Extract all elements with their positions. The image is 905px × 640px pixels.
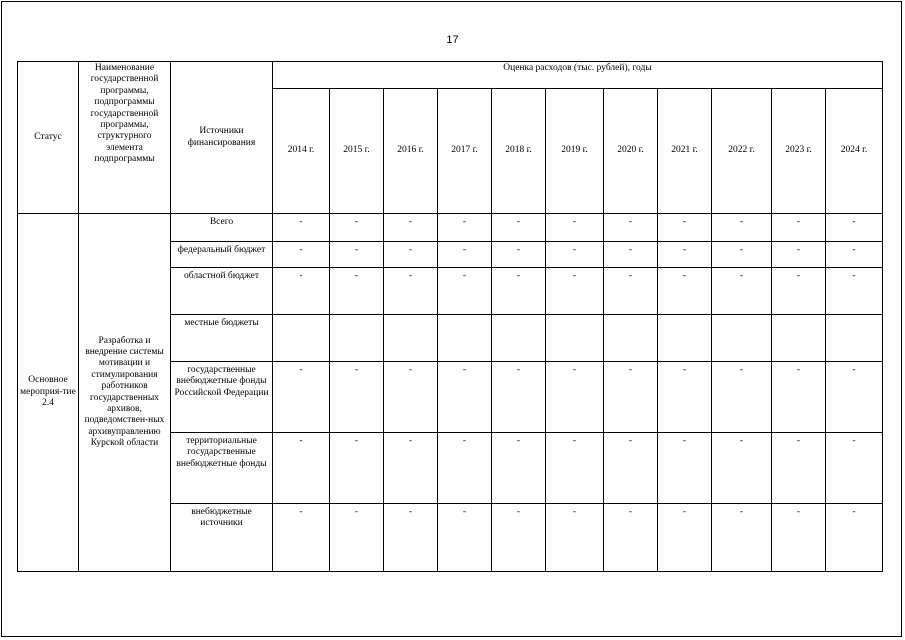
header-name: Наименование государственной программы, подпрограммы государственной программы, структурного элемента подпрограммы (79, 62, 171, 214)
value-cell: - (826, 504, 883, 572)
header-status: Статус (18, 62, 79, 214)
value-cell (330, 315, 384, 362)
year-header: 2022 г. (712, 89, 772, 214)
value-cell: - (712, 433, 772, 504)
value-cell: - (273, 214, 330, 242)
value-cell: - (384, 433, 438, 504)
year-header: 2015 г. (330, 89, 384, 214)
value-cell: - (604, 268, 658, 315)
value-cell: - (546, 214, 604, 242)
value-cell: - (330, 504, 384, 572)
value-cell (273, 315, 330, 362)
value-cell: - (772, 362, 826, 433)
value-cell: - (384, 504, 438, 572)
year-header: 2024 г. (826, 89, 883, 214)
value-cell: - (438, 504, 492, 572)
value-cell: - (438, 362, 492, 433)
source-label: местные бюджеты (171, 315, 273, 362)
value-cell: - (492, 433, 546, 504)
value-cell: - (658, 433, 712, 504)
page-number: 17 (446, 34, 459, 46)
value-cell (826, 315, 883, 362)
value-cell: - (492, 268, 546, 315)
value-cell: - (384, 362, 438, 433)
value-cell (384, 315, 438, 362)
value-cell: - (384, 268, 438, 315)
year-header: 2014 г. (273, 89, 330, 214)
value-cell: - (604, 214, 658, 242)
header-sources: Источники финансирования (171, 62, 273, 214)
source-label: внебюджетные источники (171, 504, 273, 572)
source-label: государственные внебюджетные фонды Российской Федерации (171, 362, 273, 433)
value-cell: - (384, 242, 438, 268)
value-cell: - (712, 242, 772, 268)
value-cell: - (604, 362, 658, 433)
value-cell: - (330, 362, 384, 433)
value-cell: - (492, 214, 546, 242)
source-label: Всего (171, 214, 273, 242)
value-cell: - (546, 433, 604, 504)
value-cell (772, 315, 826, 362)
value-cell (604, 315, 658, 362)
value-cell: - (273, 362, 330, 433)
value-cell: - (826, 362, 883, 433)
value-cell: - (826, 214, 883, 242)
value-cell: - (273, 433, 330, 504)
value-cell: - (438, 242, 492, 268)
table-row (18, 214, 883, 242)
value-cell: - (546, 242, 604, 268)
row-status: Основное мероприя-тие 2.4 (18, 214, 79, 572)
value-cell: - (546, 362, 604, 433)
value-cell: - (273, 268, 330, 315)
value-cell: - (330, 268, 384, 315)
value-cell: - (492, 504, 546, 572)
value-cell: - (604, 504, 658, 572)
value-cell: - (658, 268, 712, 315)
year-header: 2019 г. (546, 89, 604, 214)
year-header: 2018 г. (492, 89, 546, 214)
value-cell: - (712, 268, 772, 315)
year-header: 2016 г. (384, 89, 438, 214)
value-cell: - (772, 242, 826, 268)
budget-table (17, 61, 883, 572)
value-cell: - (438, 214, 492, 242)
value-cell: - (712, 214, 772, 242)
value-cell: - (273, 242, 330, 268)
value-cell: - (826, 433, 883, 504)
value-cell: - (546, 504, 604, 572)
value-cell: - (772, 504, 826, 572)
value-cell (492, 315, 546, 362)
year-header: 2017 г. (438, 89, 492, 214)
value-cell: - (330, 433, 384, 504)
source-label: областной бюджет (171, 268, 273, 315)
value-cell: - (772, 268, 826, 315)
year-header: 2023 г. (772, 89, 826, 214)
header-row-top (18, 62, 883, 89)
value-cell: - (546, 268, 604, 315)
value-cell: - (384, 214, 438, 242)
value-cell: - (492, 362, 546, 433)
row-name: Разработка и внедрение системы мотивации и стимулирования работников государственных архивов, подведомствен-ных архивуправлению Курской области (79, 214, 171, 572)
value-cell: - (658, 504, 712, 572)
value-cell: - (438, 433, 492, 504)
value-cell: - (712, 362, 772, 433)
value-cell: - (712, 504, 772, 572)
source-label: территориальные государственные внебюджетные фонды (171, 433, 273, 504)
value-cell: - (273, 504, 330, 572)
value-cell: - (772, 214, 826, 242)
value-cell: - (826, 268, 883, 315)
value-cell: - (658, 362, 712, 433)
value-cell: - (492, 242, 546, 268)
value-cell: - (658, 242, 712, 268)
value-cell (438, 315, 492, 362)
value-cell: - (658, 214, 712, 242)
value-cell: - (330, 214, 384, 242)
source-label: федеральный бюджет (171, 242, 273, 268)
value-cell: - (438, 268, 492, 315)
value-cell: - (772, 433, 826, 504)
value-cell: - (604, 433, 658, 504)
value-cell (546, 315, 604, 362)
value-cell: - (826, 242, 883, 268)
header-estimate: Оценка расходов (тыс. рублей), годы (273, 62, 883, 89)
value-cell (712, 315, 772, 362)
value-cell: - (604, 242, 658, 268)
value-cell (658, 315, 712, 362)
year-header: 2021 г. (658, 89, 712, 214)
year-header: 2020 г. (604, 89, 658, 214)
value-cell: - (330, 242, 384, 268)
